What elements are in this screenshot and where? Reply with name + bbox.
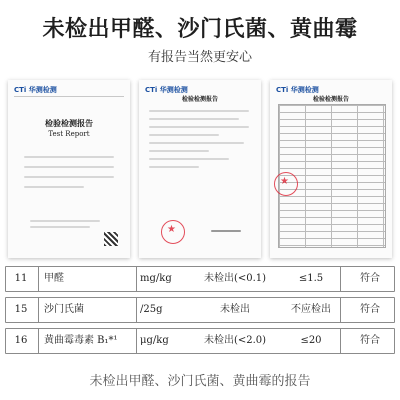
test-item: 甲醛 xyxy=(44,273,64,284)
cover-subtitle: Test Report xyxy=(48,130,90,138)
cover-title: 检验检测报告 xyxy=(45,118,93,128)
footer-caption: 未检出甲醛、沙门氏菌、黄曲霉的报告 xyxy=(89,374,311,389)
limit: ≤1.5 xyxy=(298,273,324,284)
limit: ≤20 xyxy=(300,335,322,346)
unit: /25g xyxy=(140,304,163,315)
row-number: 16 xyxy=(14,335,28,346)
report-images xyxy=(8,80,392,262)
verdict: 符合 xyxy=(360,273,380,284)
unit: mg/kg xyxy=(140,273,172,284)
page3-title: 检验检测报告 xyxy=(312,96,349,103)
report-cover-page xyxy=(8,80,130,258)
qr-code-icon xyxy=(104,232,118,246)
table-row xyxy=(5,266,395,292)
test-item: 黄曲霉毒素 B₁*¹ xyxy=(44,335,118,346)
report-page-3 xyxy=(270,80,392,258)
brand-logo: CTi 华测检测 xyxy=(145,86,188,94)
table-row xyxy=(5,328,395,354)
seal-stamp-icon xyxy=(274,172,298,196)
row-number: 11 xyxy=(14,273,28,284)
test-result: 未检出 xyxy=(220,304,250,315)
seal-stamp-icon xyxy=(161,220,185,244)
page2-title: 检验检测报告 xyxy=(181,96,218,103)
row-number: 15 xyxy=(14,304,28,315)
verdict: 符合 xyxy=(360,304,380,315)
subline: 有报告当然更安心 xyxy=(147,50,252,65)
verdict: 符合 xyxy=(360,335,380,346)
brand-logo: CTi 华测检测 xyxy=(14,86,57,94)
table-row xyxy=(5,297,395,323)
test-item: 沙门氏菌 xyxy=(44,304,84,315)
unit: μg/kg xyxy=(140,335,169,346)
test-result: 未检出(<2.0) xyxy=(203,335,267,346)
test-result: 未检出(<0.1) xyxy=(203,273,267,284)
limit: 不应检出 xyxy=(291,304,331,315)
headline: 未检出甲醛、沙门氏菌、黄曲霉 xyxy=(42,17,358,42)
results-table xyxy=(5,266,395,359)
brand-logo: CTi 华测检测 xyxy=(276,86,319,94)
report-page-2 xyxy=(139,80,261,258)
